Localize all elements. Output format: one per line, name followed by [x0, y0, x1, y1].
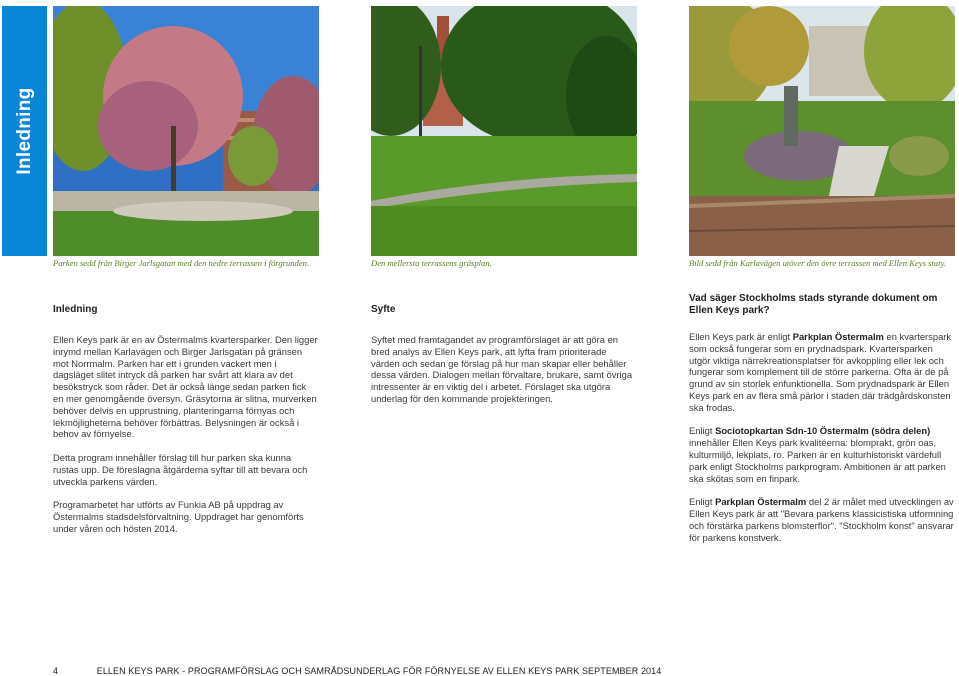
paragraph: Ellen Keys park är enligt Parkplan Östermalm en kvarterspark som också fungerar som en prydnadspark. Kvartersparken utgör viktiga närrekreationsplatser för avkoppling eller lek och fungerar som komplement till de större parkerna. Ofta är de på grund av sin storlek enfunktionella. Som prydnadspark är Ellen Keys park en av flera små pärlor i staden där trädgårdskonsten ska frodas. [689, 331, 952, 413]
section-heading-syfte: Syfte [371, 304, 396, 315]
section-tab [2, 6, 47, 256]
section-heading-inledning: Inledning [53, 304, 98, 315]
page-footer [53, 666, 661, 676]
park-photo-birger-jarlsgatan [53, 6, 319, 256]
page-number: 4 [53, 666, 59, 676]
section-tab-label: Inledning [13, 87, 35, 175]
park-photo-middle-terrace [371, 6, 637, 256]
photo-caption: Den mellersta terrassens gräsplan. [371, 258, 492, 268]
paragraph: Syftet med framtagandet av programförslaget är att göra en bred analys av Ellen Keys park, att lyfta fram prioriterade värden och sedan ge förslag på hur man skapar eller behåller dessa värden. Dialogen mellan förvaltare, brukare, samt övriga intressenter är en viktig del i arbetet. Förslaget ska utgöra underlag för den kommande projekteringen. [371, 334, 633, 404]
paragraph: Ellen Keys park är en av Östermalms kvartersparker. Den ligger inrymd mellan Karlavägen och Birger Jarlsgatan på gränsen mot Norrmalm. Parken har ett i grunden vackert men i dagsläget slitet intryck då parken har svårt att klara av det besökstryck som råder. Det är också länge sedan parken fick en mer genomgående översyn. Gräsytorna är slitna, murverken behöver delvis en upprustning, planteringarna förnyas och lekmöjligheterna behöver förbättras. Belysningen är också i behov av förnyelse. [53, 334, 318, 440]
paragraph: Detta program innehåller förslag till hur parken ska kunna rustas upp. De föreslagna åtgärderna syftar till att bevara och utveckla parkens värden. [53, 451, 308, 487]
paragraph: Enligt Parkplan Östermalm del 2 är målet med utvecklingen av Ellen Keys park är att "Bevara parkens klassicistiska utformning och förstärka parkens blomsterflor". "Stockholm konst" ansvarar för parkens konstverk. [689, 496, 954, 543]
governing-documents-column [689, 293, 955, 555]
document-name: Parkplan Östermalm [715, 496, 807, 508]
photo-caption: Bild sedd från Karlavägen utöver den övre terrassen med Ellen Keys staty. [689, 258, 946, 268]
document-name: Parkplan Östermalm [792, 331, 884, 342]
purpose-column [371, 304, 637, 417]
document-name: Sociotopkartan Sdn-10 Östermalm (södra delen) [715, 425, 931, 437]
section-heading-styrande-dokument: Vad säger Stockholms stads styrande dokument om Ellen Keys park? [689, 293, 938, 316]
footer-title: ELLEN KEYS PARK - PROGRAMFÖRSLAG OCH SAMRÅDSUNDERLAG FÖR FÖRNYELSE AV ELLEN KEYS PARK SEPTEMBER 2014 [96, 666, 662, 676]
paragraph: Enligt Sociotopkartan Sdn-10 Östermalm (södra delen) innehåller Ellen Keys park kvalitéerna: blomprakt, grön oas, kulturmiljö, lekplats, ro. Parken är en kulturhistoriskt värdefull park enligt Stockholms parkprogram. Ambitionen är att parken ska skötas som en finpark. [689, 425, 946, 484]
photo-caption: Parken sedd från Birger Jarlsgatan med den nedre terrassen i förgrunden. [53, 258, 310, 268]
intro-column [53, 304, 319, 546]
paragraph: Programarbetet har utförts av Funkia AB på uppdrag av Östermalms stadsdelsförvaltning. Uppdraget har genomförts under våren och hösten 2014. [53, 499, 304, 534]
park-photo-karlavagen [689, 6, 955, 256]
